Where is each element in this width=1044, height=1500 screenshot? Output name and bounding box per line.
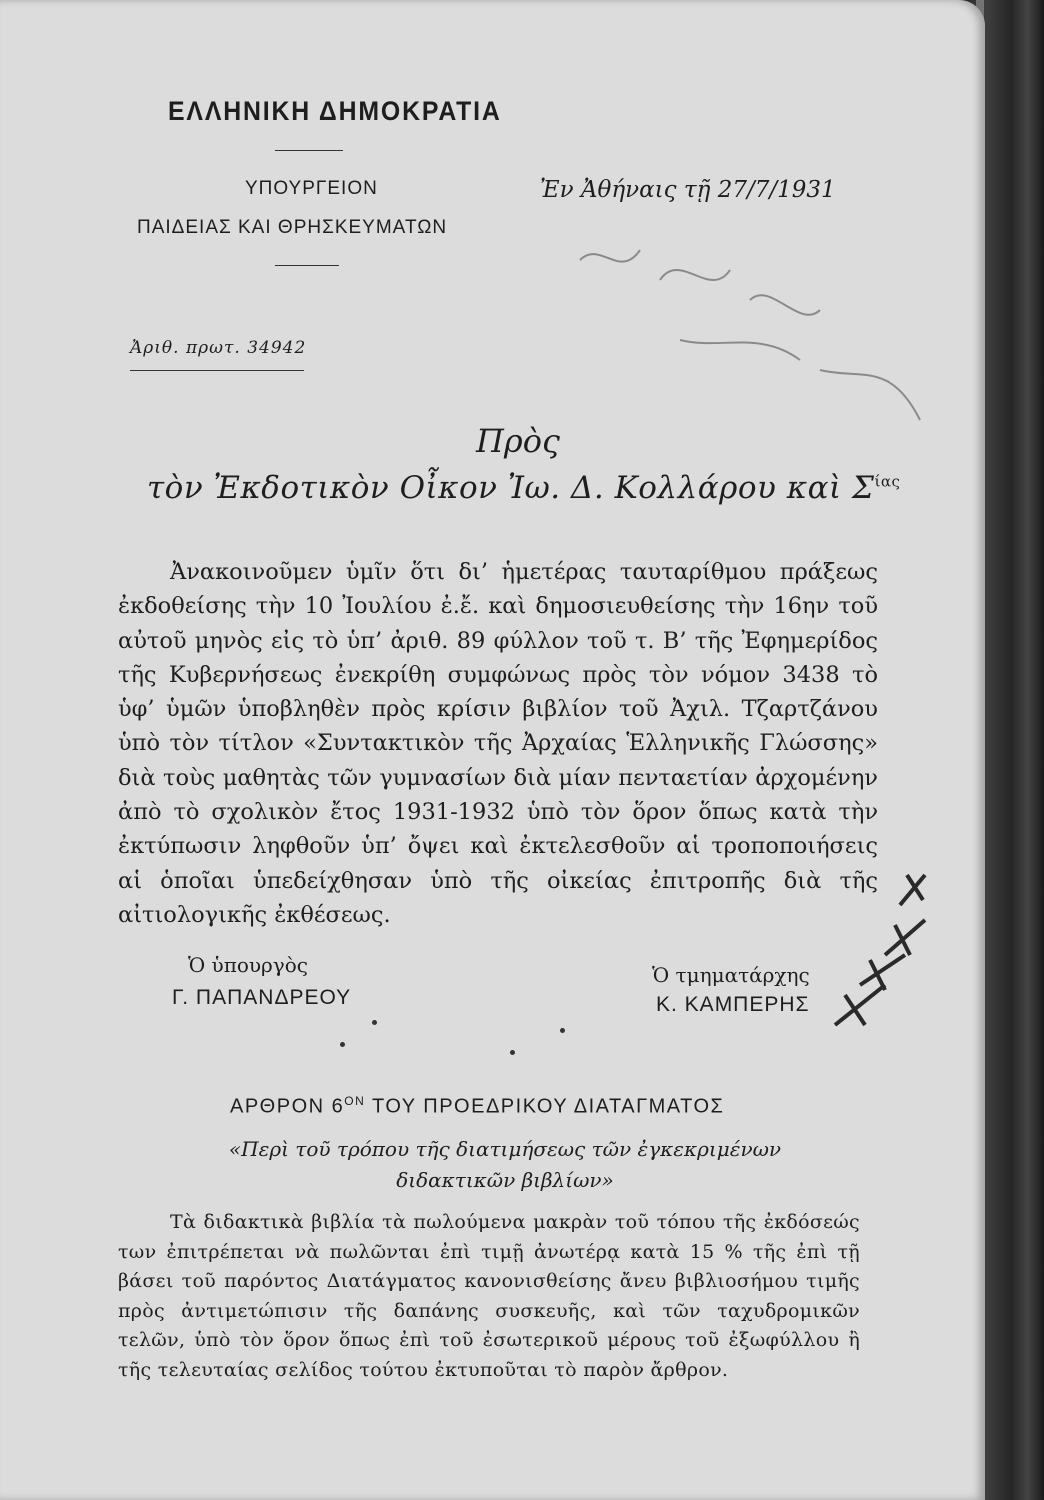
article-paragraph: Τὰ διδακτικὰ βιβλία τὰ πωλούμενα μακρὰν τοῦ τόπου τῆς ἐκδόσεώς των ἐπιτρέπεται νὰ πωλῶνται ἐπὶ τιμῇ ἀνωτέρᾳ κατὰ 15 % τῆς ἐπὶ τῇ βάσει τοῦ παρόντος Διατάγματος κανονισθείσης ἄνευ βιβλιοσήμου τιμῆς πρὸς ἀντιμετώπισιν τῆς δαπάνης συσκευῆς, καὶ τῶν ταχυδρομικῶν τελῶν, ὑπὸ τὸν ὅρον ὅπως ἐπὶ τοῦ ἐσωτερικοῦ μέρους τοῦ ἐξωφύλλου ἢ τῆς τελευταίας σελίδος τούτου ἐκτυποῦται τὸ παρὸν ἄρθρον. [118, 1211, 860, 1381]
divider [275, 265, 339, 266]
ink-marks [825, 865, 935, 1035]
department-head-name: Κ. ΚΑΜΠΕΡΗΣ [656, 993, 810, 1016]
addressee-to: Πρὸς [476, 422, 560, 460]
minister-name: Γ. ΠΑΠΑΝΔΡΕΟΥ [172, 986, 352, 1009]
article-title-sup: ΟΝ [344, 1094, 366, 1108]
divider [130, 370, 304, 371]
addressee-name [147, 470, 900, 506]
ink-dot [560, 1028, 565, 1033]
article-title [230, 1094, 724, 1119]
addressee-name-text: τὸν Ἐκδοτικὸν Οἶκον Ἰω. Δ. Κολλάρου καὶ Σ [147, 470, 875, 506]
addressee-suffix: ίας [874, 472, 901, 491]
ink-dot [372, 1020, 377, 1025]
ink-dot [510, 1050, 515, 1055]
article-title-suffix: ΤΟΥ ΠΡΟΕΔΡΙΚΟΥ ΔΙΑΤΑΓΜΑΤΟΣ [365, 1095, 725, 1118]
minister-title: Ὁ ὑπουργὸς [188, 953, 308, 977]
article-subtitle: «Περὶ τοῦ τρόπου τῆς διατιμήσεως τῶν ἐγκεκριμένων διδακτικῶν βιβλίων» [228, 1137, 782, 1192]
protocol-number: Ἀριθ. πρωτ. 34942 [130, 338, 307, 358]
divider [275, 150, 343, 151]
ministry-line-2: ΠΑΙΔΕΙΑΣ ΚΑΙ ΘΡΗΣΚΕΥΜΑΤΩΝ [137, 217, 448, 238]
document-date: Ἐν Ἀθήναις τῇ 27/7/1931 [540, 177, 836, 203]
article-title-prefix: ΑΡΘΡΟΝ 6 [230, 1095, 345, 1118]
pencil-annotation [560, 220, 940, 450]
letter-paragraph: Ἀνακοινοῦμεν ὑμῖν ὅτι δι’ ἡμετέρας ταυταρίθμου πράξεως ἐκδοθείσης τὴν 10 Ἰουλίου ἐ.ἔ. καὶ δημοσιευθείσης τὴν 16ην τοῦ αὐτοῦ μηνὸς εἰς τὸ ὑπ’ ἀριθ. 89 φύλλον τοῦ τ. Β’ τῆς Ἐφημερίδος τῆς Κυβερνήσεως ἐνεκρίθη συμφώνως πρὸς τὸν νόμον 3438 τὸ ὑφ’ ὑμῶν ὑποβληθὲν πρὸς κρίσιν βιβλίον τοῦ Ἀχιλ. Τζαρτζάνου ὑπὸ τὸν τίτλον «Συντακτικὸν τῆς Ἀρχαίας Ἑλληνικῆς Γλώσσης» διὰ τοὺς μαθητὰς τῶν γυμνασίων διὰ μίαν πενταετίαν ἀρχομένην ἀπὸ τὸ σχολικὸν ἔτος 1931-1932 ὑπὸ τὸν ὅρον ὅπως κατὰ τὴν ἐκτύπωσιν ληφθοῦν ὑπ’ ὄψει καὶ ἐκτελεσθοῦν αἱ τροποποιήσεις αἱ ὁποῖαι ὑπεδείχθησαν ὑπὸ τῆς οἰκείας ἐπιτροπῆς διὰ τῆς αἰτιολογικῆς ἐκθέσεως. [118, 559, 878, 928]
article-body [118, 1208, 860, 1385]
ministry-line-1: ΥΠΟΥΡΓΕΙΟΝ [245, 178, 378, 199]
ink-dot [340, 1042, 345, 1047]
letter-body [118, 555, 878, 932]
republic-heading: ΕΛΛΗΝΙΚΗ ΔΗΜΟΚΡΑΤΙΑ [168, 96, 502, 126]
department-head-title: Ὁ τμηματάρχης [652, 963, 810, 987]
